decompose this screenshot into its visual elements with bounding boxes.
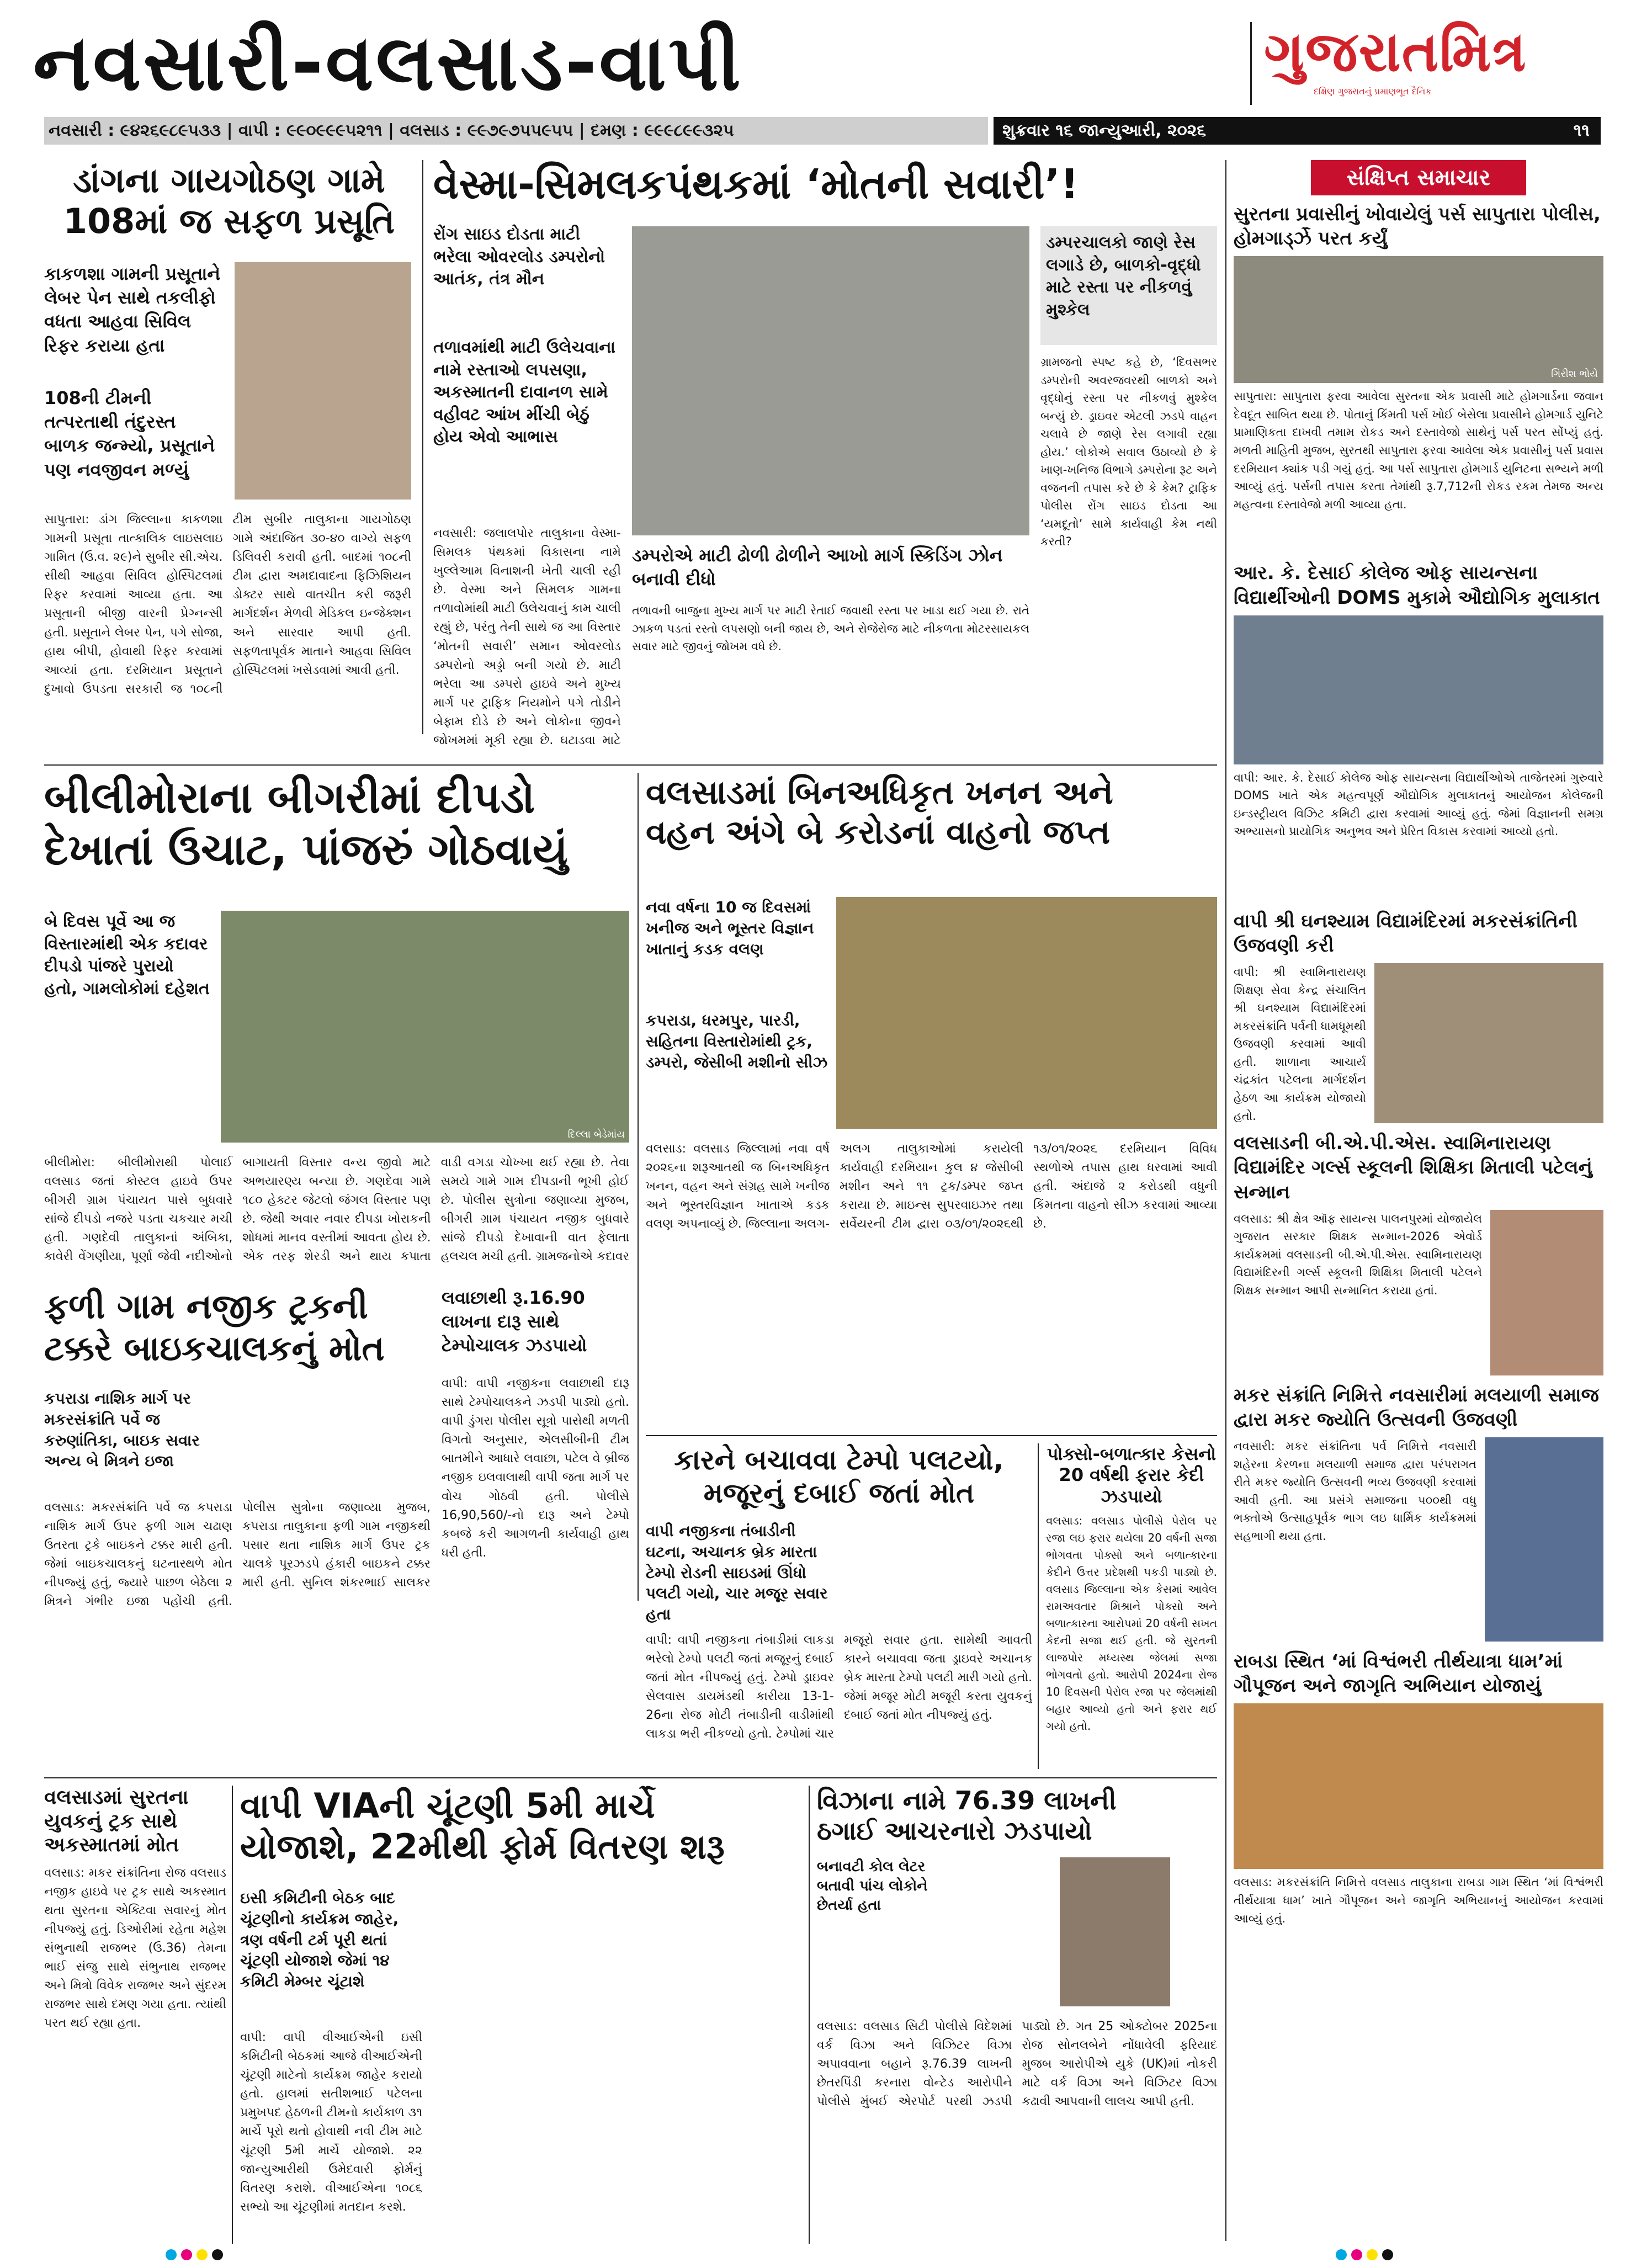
bilimora-photo: [221, 911, 629, 1143]
vesma-sub-1: રોંગ સાઇડ દોડતા માટી ભરેલા ઓવરલોડ ડમ્પરોનો આતંક, તંત્ર મૌન: [433, 225, 605, 289]
column-rule-4: [232, 1786, 233, 2244]
liquor-body: વાપી: વાપી નજીકના લવાછાથી દારૂ સાથે ટેમ્પોચાલકને ઝડપી પાડ્યો હતો. વાપી ડુંગરા પોલીસ સૂત્રો પાસેથી મળતી વિગતો અનુસાર, એલસીબીની ટીમ બાતમીને આધારે લવાછા, પટેલ વે બ્રીજ નજીક ઇલવાલાથી વાપી જતા માર્ગ પર વોચ ગોઠવી હતી. પોલીસે 16,90,560/-નો દારૂ અને ટેમ્પો કબજે કરી આગળની કાર્યવાહી હાથ ધરી હતી.: [442, 1377, 629, 1560]
brief-1-photo: [1234, 256, 1603, 383]
dang-sub-2: 108ની ટીમની તત્પરતાથી તંદુરસ્ત બાળક જન્મ્યો, પ્રસૂતાને પણ નવજીવન મળ્યું: [44, 387, 215, 480]
vesma-photo-headline: ડમ્પરોએ માટી ઢોળી ઢોળીને આખો માર્ગ સ્કિડિંગ ઝોન બનાવી દીધો: [632, 545, 1003, 590]
mining-headline-1: વલસાડમાં બિનઅધિકૃત ખનન અને: [646, 773, 1113, 812]
contact-bar: નવસારી : ૯૪૨૬૯૮૯૫૩૩ | વાપી : ૯૯૦૯૯૯૫૨૧૧ | વલસાડ : ૯૯૭૯૭૫૫૯૫૫ | દમણ : ૯૯૯૮૯૯૩૨૫: [44, 117, 988, 145]
page-number: ૧૧: [1573, 121, 1590, 140]
bilimora-headline-1: બીલીમોરાના બીગરીમાં દીપડો: [44, 773, 535, 823]
story-valsad-mining: [646, 773, 1217, 1430]
via-sub: ઇસી કમિટીની બેઠક બાદ ચૂંટણીનો કાર્યક્રમ જાહેર, ત્રણ વર્ષની ટર્મ પૂરી થતાં ચૂંટણી યોજાશે જેમાં ૧૪ કમિટી મેમ્બર ચૂંટાશે: [240, 1889, 399, 1991]
vesma-photo: [632, 226, 1029, 535]
issue-date: શુક્રવાર ૧૬ જાન્યુઆરી, ૨૦૨૬: [1002, 121, 1207, 140]
registration-marks-right: [1336, 2249, 1398, 2262]
vesma-sub-2: તળાવમાંથી માટી ઉલેચવાના નામે રસ્તાઓ લપસણા, અકસ્માતની દાવાનળ સામે વહીવટ આંખ મીંચી બેઠું હોય એવો આભાસ: [433, 338, 616, 447]
masthead-title: નવસારી-વલસાડ-વાપી: [33, 18, 743, 108]
logo-tagline: દક્ષિણ ગુજરાતનું પ્રમાણભૂત દૈનિક: [1314, 86, 1432, 97]
registration-marks-left: [166, 2249, 227, 2262]
dang-photo: [235, 262, 411, 500]
vesma-callout: [1040, 226, 1217, 345]
brief-1-credit: ગિરીશ ભોયે: [1551, 368, 1598, 380]
brief-2-photo: [1234, 615, 1603, 764]
brief-4-headline: વલસાડની બી.એ.પી.એસ. સ્વામિનારાયણ વિદ્યામંદિર ગર્લ્સ સ્કૂલની શિક્ષિકા મિતાલી પટેલનું સન્માન: [1234, 1132, 1592, 1203]
vesma-callout-heading: ડમ્પરચાલકો જાણે રેસ લગાડે છે, બાળકો-વૃદ્ધો માટે રસ્તા પર નીકળવું મુશ્કેલ: [1046, 233, 1201, 320]
story-tempo: [646, 1443, 1032, 1769]
fadi-headline-1: ફળી ગામ નજીક ટ્રકની: [44, 1286, 368, 1326]
brief-2-body: વાપી: આર. કે. દેસાઈ કોલેજ ઓફ સાયન્સના વિદ્યાર્થીઓએ તાજેતરમાં ગુરુવારે DOMS ખાતે એક મહત્વપૂર્ણ ઔદ્યોગિક મુલાકાતનું આયોજન કોલેજની ઇન્ડસ્ટ્રીયલ વિઝિટ કમિટી દ્વારા કરવામાં આવ્યું હતું. જેમાં વિજ્ઞાનની સમગ્ર અભ્યાસનો પ્રાયોગિક અનુભવ અને પ્રેરિત વિકાસ કરવામાં આવ્યો હતો.: [1234, 771, 1603, 838]
date-bar: [994, 117, 1601, 145]
brief-5-photo: [1485, 1437, 1603, 1642]
brief-6-headline: રાબડા સ્થિત ‘માં વિશ્વંભરી તીર્થયાત્રા ધામ’માં ગૌપૂજન અને જાગૃતિ અભિયાન યોજાયું: [1234, 1650, 1563, 1697]
story-vesma: [433, 160, 1217, 756]
brief-4-block: [1234, 1210, 1603, 1375]
brief-1-headline: સુરતના પ્રવાસીનું ખોવાયેલું પર્સ સાપુતારા પોલીસ, હોમગાર્ડ્ઝે પરત કર્યું: [1234, 203, 1601, 250]
brief-5-body: નવસારી: મકર સંક્રાંતિના પર્વ નિમિત્તે નવસારી શહેરના કેરળના મલયાળી સમાજ દ્વારા પરંપરાગત રીતે મકર જ્યોતિ ઉત્સવની ભવ્ય ઉજવણી કરવામાં આવી હતી. આ પ્રસંગે સમાજના ૫૦૦થી વધુ ભક્તોએ ઉત્સાહપૂર્વક ભાગ લઇ ધાર્મિક કાર્યક્રમમાં સહભાગી થયા હતા.: [1234, 1440, 1476, 1543]
visa-body: વલસાડ: વલસાડ સિટી પોલીસે વિદેશમાં વર્ક વિઝા અને વિઝિટર વિઝા અપાવવાના બહાને રૂ.76.39 લાખની છેતરપિંડી કરનારા વોન્ટેડ આરોપીને પોલીસે મુંબઈ એરપોર્ટ પરથી ઝડપી પાડ્યો છે. ગત 25 ઓક્ટોબર 2025ના રોજ સોનલબેને નોંધાવેલી ફરિયાદ મુજબ આરોપીએ યુકે (UK)માં નોકરી માટે વર્ક વિઝા અને વિઝિટર વિઝા કઢાવી આપવાની લાલચ આપી હતી.: [817, 2020, 1217, 2109]
brief-3-photo: [1374, 963, 1603, 1123]
story-via: [240, 1786, 803, 2244]
brief-3-block: [1234, 963, 1603, 1123]
sidebar-rule: [1225, 160, 1226, 2241]
story-pocso: [1046, 1443, 1217, 1769]
column-rule: [422, 160, 423, 734]
bilimora-body: બીલીમોરા: બીલીમોરાથી પોલાઈ વલસાડ જતાં કોસ્ટલ હાઇવે ઉપર બીગરી ગ્રામ પંચાયત પાસે બુધવારે સાંજે દીપડો નજરે પડતા ચકચાર મચી હતી. ગણદેવી તાલુકાનાં અંબિકા, કાવેરી વેંગણીયા, પૂર્ણા જેવી નદીઓનો બાગાયતી વિસ્તાર વન્ય જીવો માટે અભયારણ્ય બન્યા છે. ગણદેવા ગામે ૧૮૦ હેક્ટર જેટલો જંગલ વિસ્તાર પણ છે. જેથી અવાર નવાર દીપડા ખોરાકની શોધમાં માનવ વસ્તીમાં આવતા હોય છે. એક તરફ શેરડી અને થાય કપાતા વાડી વગડા ચોખ્ખા થઈ રહ્યા છે. તેવા સમયે ગામે ગામ દીપડાની ભૂખી હોઈ છે. પોલીસ સુત્રોના જણાવ્યા મુજબ, બીગરી ગ્રામ પંચાયત નજીક બુધવારે સાંજે દીપડો દેખાવાની વાત ફેલાતા હલચલ મચી હતી. ગ્રામજનોએ કદાવર: [44, 1156, 629, 1264]
dang-body: સાપુતારા: ડાંગ જિલ્લાના કાકળશા ગામની પ્રસૂતા તાત્કાલિક લાઇસલાઇ ગામિત (ઉ.વ. ૨૯)ને સુબીર સી.એચ. સીથી આહવા સિવિલ હોસ્પિટલમાં રિફર કરવામાં આવ્યા હતા. આ પ્રસૂતાની બીજી વારની પ્રેગ્નન્સી હતી. પ્રસૂતાને લેબર પેન, પગે સોજા, હાથ બીપી, હોવાથી રિફર કરવામાં આવ્યાં હતા. દરમિયાન પ્રસૂતાને દુખાવો ઉપડતા સરકારી જ ૧૦૮ની ટીમ સુબીર તાલુકાના ગાયગોઠણ ગામે અંદાજિત ૩૦-૪૦ વાગ્યે સફળ ડિલિવરી કરાવી હતી. બાદમાં ૧૦૮ની ટીમ દ્વારા અમદાવાદના ફિઝિશિયન ડોક્ટર સાથે વાતચીત કરી જરૂરી માર્ગદર્શન મેળવી મેડિકલ ઇન્જેક્શન અને સારવાર આપી હતી. સફળતાપૂર્વક માતાને આહવા સિવિલ હોસ્પિટલમાં ખસેડવામાં આવી હતી.: [44, 513, 411, 696]
vesma-body-continued: [632, 690, 1217, 751]
visa-photo: [1060, 1857, 1170, 2006]
bilimora-headline-2: દેખાતાં ઉચાટ, પાંજરું ગોઠવાયું: [44, 825, 568, 875]
brief-5-block: [1234, 1437, 1603, 1642]
story-visa: [817, 1786, 1217, 2244]
mining-sub-2: કપરાડા, ધરમપુર, પારડી, સહિતના વિસ્તારોમાંથી ટ્રક, ડમ્પરો, જેસીબી મશીનો સીઝ: [646, 1011, 828, 1071]
via-headline-2: યોજાશે, 22મીથી ફોર્મ વિતરણ શરૂ: [240, 1826, 725, 1867]
bilimora-photo-credit: દિલ્લા બેડેમાંય: [567, 1129, 625, 1140]
story-bilimora: [44, 773, 629, 1270]
brief-6-photo: [1234, 1703, 1603, 1869]
logo-name: ગુજરાતમિત્ર: [1264, 19, 1527, 84]
row-rule-2: [646, 1435, 1217, 1436]
pocso-body: વલસાડ: વલસાડ પોલીસે પેરોલ પર રજા લઇ ફરાર થયેલા 20 વર્ષની સજા ભોગવતા પોક્સો અને બળાત્કારના કેદીને ઉત્તર પ્રદેશથી પકડી પાડ્યો છે. વલસાડ જિલ્લાના એક કેસમાં આવેલ રામઅવતાર મિશ્રાને પોક્સો અને બળાત્કારના આરોપમાં 20 વર્ષની સખત કેદની સજા થઈ હતી. જે સુરતની લાજપોર મધ્યસ્થ જેલમાં સજા ભોગવતો હતો. આરોપી 2024ના રોજ 10 દિવસની પેરોલ રજા પર જેલમાંથી બહાર આવ્યો હતો અને ફરાર થઈ ગયો હતો.: [1046, 1514, 1217, 1733]
tempo-headline-2: મજૂરનું દબાઈ જતાં મોત: [703, 1477, 975, 1509]
pocso-headline: પોક્સો-બળાત્કાર કેસનો 20 વર્ષથી ફરાર કેદી ઝડપાયો: [1047, 1443, 1217, 1507]
tempo-headline-1: કારને બચાવવા ટેમ્પો પલટયો,: [674, 1444, 1004, 1476]
sidebar-briefs: [1234, 160, 1603, 2246]
brief-3-headline: વાપી શ્રી ઘનશ્યામ વિદ્યામંદિરમાં મકરસંક્રાંતિની ઉજવણી કરી: [1234, 910, 1578, 957]
mining-body: વલસાડ: વલસાડ જિલ્લામાં નવા વર્ષ ૨૦૨૬ના શરૂઆતથી જ બિનઅધિકૃત ખનન, વહન અને સંગ્રહ સામે ખનીજ અને ભૂસ્તરવિજ્ઞાન ખાતાએ કડક વલણ અપનાવ્યું છે. જિલ્લાના અલગ-અલગ તાલુકાઓમાં કરાયેલી કાર્યવાહી દરમિયાન કુલ ૪ જેસીબી મશીન અને ૧૧ ટ્રક/ડમ્પર જપ્ત કરાયા છે. માઇન્સ સુપરવાઇઝર તથા સર્વેયરની ટીમ દ્વારા ૦૩/૦૧/૨૦૨૬થી ૧૩/૦૧/૨૦૨૬ દરમિયાન વિવિધ સ્થળોએ તપાસ હાથ ધરવામાં આવી હતી. અંદાજે ૨ કરોડથી વધુની કિંમતના વાહનો સીઝ કરવામાં આવ્યા છે.: [646, 1142, 1217, 1231]
dang-headline-2: 108માં જ સફળ પ્રસૂતિ: [63, 201, 395, 242]
via-body: વાપી: વાપી વીઆઈએની ઇસી કમિટીની બેઠકમાં આજે વીઆઈએની ચૂંટણી માટેનો કાર્યક્રમ જાહેર કરાયો હતો. હાલમાં સતીશભાઈ પટેલના પ્રમુખપદ હેઠળની ટીમનો કાર્યકાળ ૩૧ માર્ચે પૂરો થતો હોવાથી નવી ટીમ માટે ચૂંટણી 5મી માર્ચે યોજાશે. ૨૨ જાન્યુઆરીથી ઉમેદવારી ફોર્મનું વિતરણ કરાશે. વીઆઈએના ૧૦૮૬ સભ્યો આ ચૂંટણીમાં મતદાન કરશે.: [240, 2031, 422, 2214]
brief-4-photo: [1490, 1210, 1603, 1375]
story-fadi: [44, 1286, 629, 1628]
brief-5-headline: મકર સંક્રાંતિ નિમિત્તે નવસારીમાં મલયાળી સમાજ દ્વારા મકર જ્યોતિ ઉત્સવની ઉજવણી: [1234, 1384, 1599, 1431]
fadi-sub: કપરાડા નાશિક માર્ગ પર મકરસંક્રાંતિ પર્વે જ કરુણાંતિકા, બાઇક સવાર અન્ય બે મિત્રને ઇજા: [44, 1389, 200, 1470]
mining-sub-1: નવા વર્ષના 10 જ દિવસમાં ખનીજ અને ભૂસ્તર વિજ્ઞાન ખાતાનું કડક વલણ: [646, 898, 814, 958]
column-rule-2: [638, 773, 639, 1601]
tempo-body: વાપી: વાપી નજીકના તંબાડીમાં લાકડા ભરેલો ટેમ્પો પલટી જતાં મજૂરનું દબાઈ જતાં મોત નીપજ્યું હતું. ટેમ્પો ડ્રાઇવર સેલવાસ ડાયમંડથી કારીયા 13-1-26ના રોજ મોટી તંબાડીની વાડીમાંથી લાકડા ભરી નીકળ્યો હતો. ટેમ્પોમાં ચાર મજૂરો સવાર હતા. સામેથી આવતી કારને બચાવવા જતા ડ્રાઇવરે અચાનક બ્રેક મારતા ટેમ્પો પલટી મારી ગયો હતો. જેમાં મજૂર મોટી મજૂરી કરતા યુવકનું દબાઈ જતાં મોત નીપજ્યું હતું.: [646, 1633, 1032, 1741]
brief-1-body: સાપુતારા: સાપુતારા ફરવા આવેલા સુરતના એક પ્રવાસી માટે હોમગાર્ડના જવાન દેવદૂત સાબિત થયા છે. પોતાનું કિંમતી પર્સ ખોઈ બેસેલા પ્રવાસીને હોમગાર્ડ યુનિટે પ્રામાણિકતા દાખવી તમામ રોકડ અને દસ્તાવેજો સાથેનું પર્સ પરત સોંપ્યું હતું. મળતી માહિતી મુજબ, સુરતથી સાપુતારા ફરવા આવેલા એક પ્રવાસીનું પર્સ પ્રવાસ દરમિયાન ક્યાંક પડી ગયું હતું. આ પર્સ સાપુતારા હોમગાર્ડ યુનિટના સભ્યને મળી આવ્યું હતું. પર્સની તપાસ કરતા તેમાંથી રૂ.7,712ની રોકડ રકમ તેમજ અન્ય મહત્વના દસ્તાવેજો મળી આવ્યા હતા.: [1234, 390, 1603, 511]
surat-body: વલસાડ: મકર સંક્રાંતિના રોજ વલસાડ નજીક હાઇવે પર ટ્રક સાથે અકસ્માત થતા સુરતના એક્ટિવા સવારનું મોત નીપજ્યું હતું. ડિઓરીમાં રહેતા મહેશ સંભુનાથી રાજભર (ઉ.36) તેમના ભાઈ સંજુ સાથે સંભુનાથ રાજભર અને મિત્રો વિવેક રાજભર અને સુંદરમ રાજભર સાથે દમણ ગયા હતા. ત્યાંથી પરત થઈ રહ્યા હતા.: [44, 1866, 226, 2031]
via-headline-1: વાપી VIAની ચૂંટણી 5મી માર્ચે: [240, 1786, 655, 1826]
masthead-divider: [1250, 22, 1252, 105]
vesma-callout-body: ગ્રામજનો સ્પષ્ટ કહે છે, ‘દિવસભર ડમ્પરોની અવરજવરથી બાળકો અને વૃદ્ધોનું રસ્તા પર નીકળવું મુશ્કેલ બન્યું છે. ડ્રાઇવર એટલી ઝડપે વાહન ચલાવે છે જાણે રેસ લગાવી રહ્યા હોય.’ લોકોએ સવાલ ઉઠાવ્યો છે કે ખાણ-ખનિજ વિભાગે ડમ્પરોના રૂટ અને વજનની તપાસ કરે છે કે કેમ? ટ્રાફિક પોલીસ રોંગ સાઇડ દોડતા આ ‘યમદૂતો’ સામે કાર્યવાહી કેમ નથી કરતી?: [1040, 355, 1217, 549]
bilimora-sub: બે દિવસ પૂર્વે આ જ વિસ્તારમાંથી એક કદાવર દીપડો પાંજરે પુરાયો હતો, ગામલોકોમાં દહેશત: [44, 912, 210, 998]
visa-headline-1: વિઝાના નામે 76.39 લાખની: [817, 1786, 1117, 1815]
vesma-headline: વેસ્મા-સિમલકપંથકમાં ‘મોતની સવારી’!: [433, 161, 1079, 208]
liquor-headline: લવાછાથી રૂ.16.90 લાખના દારૂ સાથે ટેમ્પોચાલક ઝડપાયો: [442, 1287, 587, 1356]
surat-headline-3: અકસ્માતમાં મોત: [44, 1834, 179, 1857]
brief-3-body: વાપી: શ્રી સ્વામિનારાયણ શિક્ષણ સેવા કેન્દ્ર સંચાલિત શ્રી ઘનશ્યામ વિદ્યામંદિરમાં મકરસંક્રાંતિ પર્વની ધામધૂમથી ઉજવણી કરવામાં આવી હતી. શાળાના આચાર્ય ચંદ્રકાંત પટેલના માર્ગદર્શન હેઠળ આ કાર્યક્રમ યોજાયો હતો.: [1234, 965, 1366, 1123]
brief-2-headline: આર. કે. દેસાઈ કોલેજ ઓફ સાયન્સના વિદ્યાર્થીઓની DOMS મુકામે ઔદ્યોગિક મુલાકાત: [1234, 562, 1600, 609]
mining-headline-2: વહન અંગે બે કરોડનાં વાહનો જપ્ત: [646, 813, 1111, 852]
briefs-title: સંક્ષિપ્ત સમાચાર: [1311, 160, 1526, 195]
newspaper-logo: [1264, 19, 1617, 102]
fadi-body: વલસાડ: મકરસંક્રાંતિ પર્વે જ કપરાડા નાશિક માર્ગ ઉપર ફળી ગામ ચઢાણ ઉતરતા ટ્રકે બાઇકને ટક્કર મારી હતી. જેમાં બાઇકચાલકનું ઘટનાસ્થળે મોત નીપજ્યું હતું, જ્યારે પાછળ બેઠેલા ૨ મિત્રને ગંભીર ઇજા પહોંચી હતી. પોલીસ સુત્રોના જણાવ્યા મુજબ, કપરાડા તાલુકાના ફળી ગામ નજીકથી પસાર થતા નાશિક માર્ગ ઉપર ટ્રક ચાલકે પૂરઝડપે હંકારી બાઇકને ટક્કર મારી હતી. સુનિલ શંકરભાઈ સાલકર: [44, 1501, 431, 1609]
vesma-photo-body: તળાવની બાજુના મુખ્ય માર્ગ પર માટી રેતાઈ જવાથી રસ્તા પર ખાડા થઈ ગયા છે. રાતે ઝાકળ પડતાં રસ્તો લપસણો બની જાય છે, અને રોજેરોજ માટે નીકળતા મોટરસાયકલ સવાર માટે જીવનું જોખમ વધે છે.: [632, 604, 1029, 654]
mining-photo: [836, 897, 1217, 1129]
vesma-body: નવસારી: જલાલપોર તાલુકાના વેસ્મા-સિમલક પંથકમાં વિકાસના નામે ખુલ્લેઆમ વિનાશની ખેતી ચાલી રહી છે. વેસ્મા અને સિમલક ગામના તળાવોમાંથી માટી ઉલેચવાનું કામ ચાલી રહ્યું છે, પરંતુ તેની સાથે જ આ વિસ્તાર ‘મોતની સવારી’ સમાન ઓવરલોડ ડમ્પરોનો અડ્ડો બની ગયો છે. માટી ભરેલા આ ડમ્પરો હાઇવે અને મુખ્ય માર્ગ પર ટ્રાફિક નિયમોને પગે તોડીને બેફામ દોડે છે અને લોકોના જીવને જોખમમાં મૂકી રહ્યા છે. ઘટાડવા માટે: [433, 527, 621, 748]
story-surat-accident: [44, 1786, 226, 2244]
dang-sub-1: કાકળશા ગામની પ્રસૂતાને લેબર પેન સાથે તકલીફો વધતા આહવા સિવિલ રિફર કરાયા હતા: [44, 263, 221, 356]
brief-6-body: વલસાડ: મકરસંક્રાંતિ નિમિત્તે વલસાડ તાલુકાના રાબડા ગામ સ્થિત ‘માં વિશ્વંભરી તીર્થયાત્રા ધામ’ ખાતે ગૌપૂજન અને જાગૃતિ અભિયાનનું આયોજન કરવામાં આવ્યું હતું.: [1234, 1876, 1603, 1925]
column-rule-3: [1038, 1443, 1039, 1769]
dang-headline-1: ડાંગના ગાયગોઠણ ગામે: [73, 160, 385, 200]
story-dang: [44, 160, 414, 740]
tempo-sub: વાપી નજીકના તંબાડીની ઘટના, અચાનક બ્રેક મારતા ટેમ્પો રોડની સાઇડમાં ઊંધો પલટી ગયો, ચાર મજૂર સવાર હતા: [646, 1522, 828, 1624]
visa-sub: બનાવટી કોલ લેટર બતાવી પાંચ લોકોને છેતર્યા હતા: [817, 1858, 928, 1914]
column-rule-5: [809, 1786, 810, 2244]
row-rule-3: [44, 1777, 1217, 1778]
brief-4-body: વલસાડ: શ્રી ક્ષેત્ર ઑફ સાયન્સ પાલનપુરમાં યોજાયેલ ગુજરાત સરકાર શિક્ષક સન્માન-2026 એવોર્ડ કાર્યક્રમમાં વલસાડની બી.એ.પી.એસ. સ્વામિનારાયણ વિદ્યામંદિરની ગર્લ્સ સ્કૂલની શિક્ષિકા મિતાલી પટેલને શિક્ષક સન્માન આપી સન્માનિત કરાયા હતાં.: [1234, 1212, 1482, 1297]
surat-headline-1: વલસાડમાં સુરતના: [44, 1786, 189, 1809]
row-rule: [44, 764, 1217, 766]
fadi-headline-2: ટક્કરે બાઇકચાલકનું મોત: [44, 1328, 385, 1368]
visa-headline-2: ઠગાઈ આચરનારો ઝડપાયો: [817, 1816, 1092, 1846]
via-body-continued: [433, 1888, 803, 2241]
surat-headline-2: યુવકનું ટ્રક સાથે: [44, 1810, 178, 1833]
